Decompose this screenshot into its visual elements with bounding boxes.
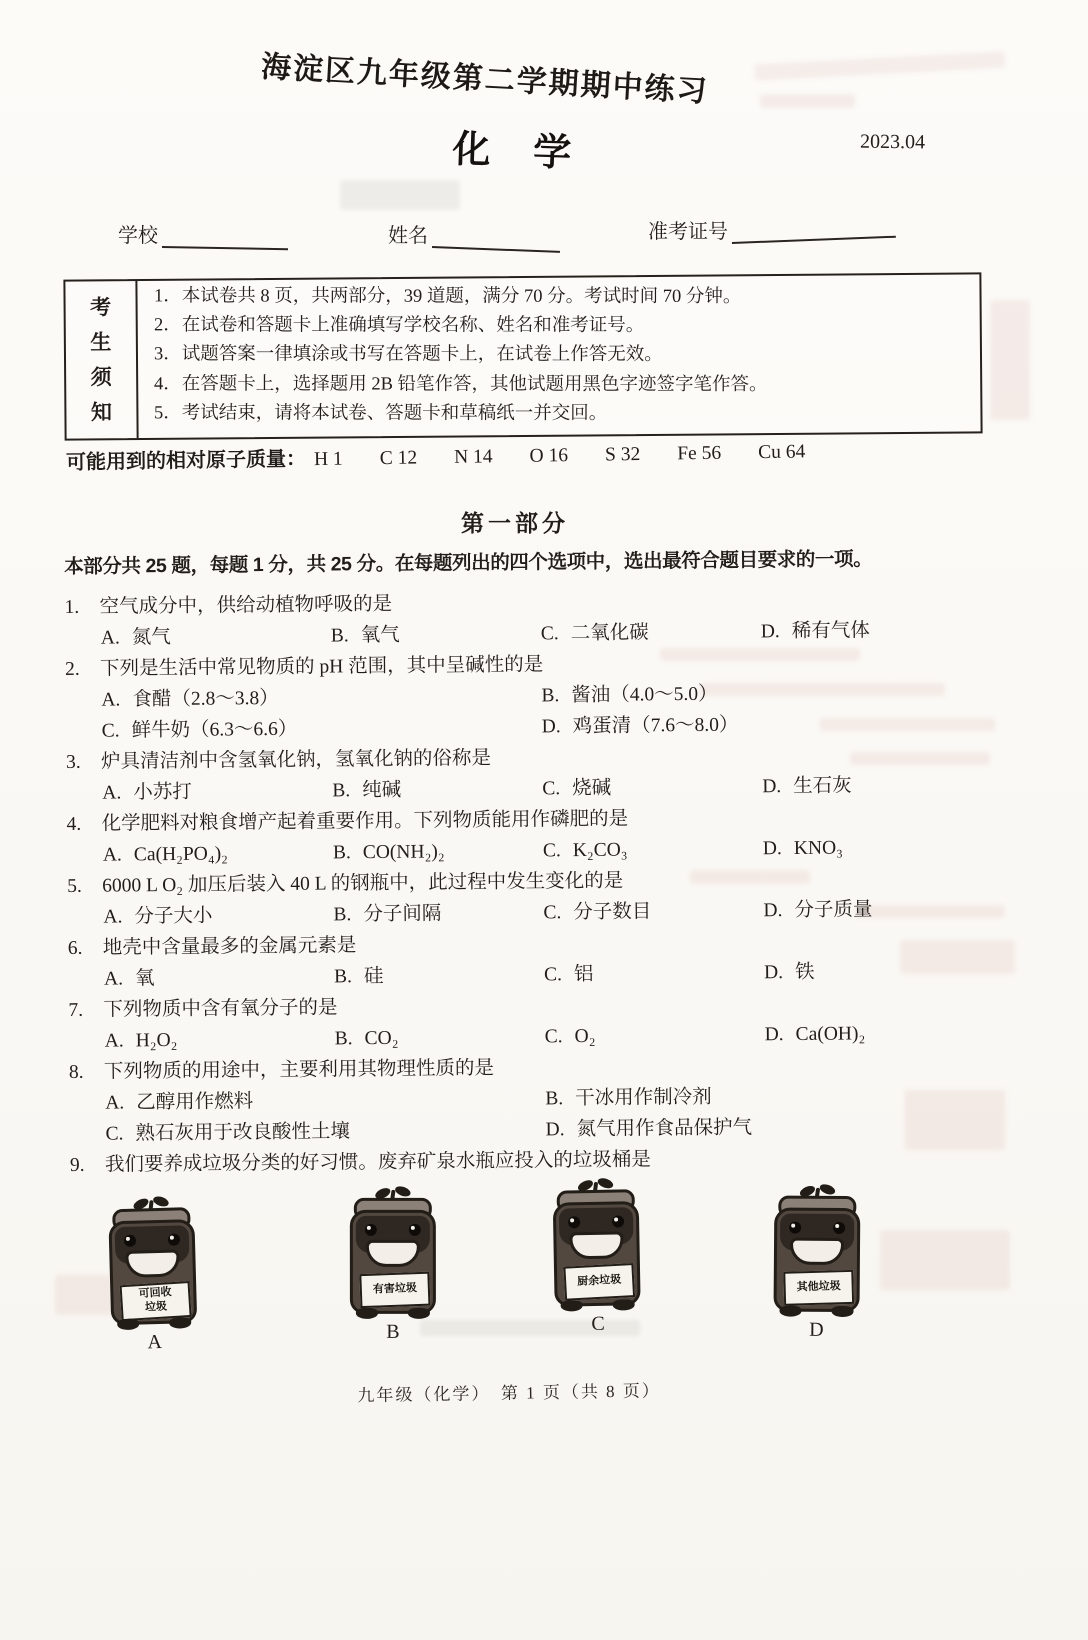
bin-body	[350, 1210, 436, 1314]
bin-foot	[117, 1319, 139, 1331]
option-text: 氮气	[131, 626, 171, 649]
option-label: C.	[542, 778, 561, 800]
bin-leaf-icon	[818, 1182, 836, 1196]
part1-heading: 第一部分	[461, 510, 569, 536]
question-title: 下列是生活中常见物质的 pH 范围，其中呈碱性的是	[100, 654, 544, 680]
option-text: KNO₃	[793, 837, 843, 860]
field-school-label: 学校	[118, 225, 158, 247]
exam-date: 2023.04	[859, 130, 926, 154]
option-text: 干冰用作制冷剂	[575, 1086, 712, 1110]
option-label: C.	[544, 1026, 563, 1048]
option-label: C.	[540, 623, 559, 645]
question-number: 2.	[65, 658, 80, 680]
question-6	[68, 924, 1027, 995]
bin-mouth-icon	[790, 1238, 844, 1265]
question-title: 6000 L O₂ 加压后装入 40 L 的钢瓶中，此过程中发生变化的是	[102, 870, 624, 897]
option-label: A.	[104, 968, 124, 990]
option-text: 食醋（2.8～3.8）	[132, 687, 279, 711]
atomic-mass-item: O 16	[529, 445, 569, 467]
question-options	[69, 1079, 1028, 1150]
bin-mouth-icon	[366, 1240, 420, 1267]
question-5	[67, 862, 1026, 933]
subject-title: 化 学	[451, 128, 588, 176]
option-label: C.	[105, 1123, 124, 1145]
trash-bin-icon	[549, 1181, 643, 1309]
question-title: 下列物质中含有氧分子的是	[103, 997, 338, 1021]
option-B	[333, 897, 543, 930]
option-text: K₂CO₃	[572, 839, 628, 862]
atomic-mass-item: Cu 64	[757, 441, 806, 464]
option-text: 纯碱	[362, 779, 402, 802]
option-label: A.	[102, 782, 122, 804]
field-admission-number-label: 准考证号	[648, 221, 728, 243]
atomic-mass-item: N 14	[453, 446, 493, 468]
option-A	[103, 837, 333, 870]
notice-item: 5．考试结束，请将本试卷、答题卡和草稿纸一并交回。	[153, 403, 608, 424]
option-text: 小苏打	[133, 781, 192, 804]
option-label: D.	[763, 900, 783, 922]
option-text: 烧碱	[572, 777, 612, 800]
option-text: CO(NH₂)₂	[362, 841, 445, 864]
atomic-mass-values	[314, 441, 806, 471]
bin-body	[553, 1201, 641, 1307]
bin-leaf-icon	[152, 1195, 170, 1209]
scan-artifact	[990, 300, 1030, 420]
bin-body	[774, 1207, 861, 1312]
option-text: CO₂	[364, 1027, 399, 1050]
option-text: Ca(H₂PO₄)₂	[133, 843, 229, 866]
option-label: A.	[103, 906, 123, 928]
option-text: 分子数目	[573, 901, 652, 924]
option-C	[545, 1019, 765, 1052]
field-school-blank	[162, 225, 288, 250]
option-D	[764, 955, 1026, 989]
trash-bin-icon	[105, 1199, 200, 1327]
option-A	[105, 1023, 335, 1056]
question-title: 空气成分中，供给动植物呼吸的是	[99, 593, 393, 618]
bin-leaf-icon	[394, 1184, 412, 1198]
question-8	[69, 1048, 1028, 1150]
option-label: D.	[760, 621, 780, 643]
notice-item: 2．在试卷和答题卡上准确填写学校名称、姓名和准考证号。	[154, 315, 645, 336]
question-number: 4.	[66, 813, 82, 835]
option-label: B.	[541, 685, 560, 707]
atomic-masses-label: 可能用到的相对原子质量：	[65, 448, 307, 474]
bins-row	[70, 1176, 1030, 1369]
question-2	[65, 645, 1024, 747]
option-text: 氧气	[360, 624, 400, 647]
option-D	[545, 1110, 1027, 1146]
question-title: 炉具清洁剂中含氢氧化钠，氢氧化钠的俗称是	[100, 747, 492, 773]
trash-bin-A	[105, 1199, 201, 1355]
option-C	[105, 1114, 545, 1149]
notice-box	[63, 272, 982, 440]
option-B	[545, 1079, 1027, 1115]
option-label: B.	[334, 1028, 353, 1050]
option-text: 铝	[573, 963, 594, 986]
question-7	[68, 986, 1027, 1057]
option-B	[335, 1021, 545, 1054]
questions	[64, 583, 1028, 1181]
bin-letter: C	[591, 1312, 605, 1336]
bin-foot	[561, 1300, 583, 1311]
option-text: O₂	[574, 1025, 596, 1048]
option-B	[331, 618, 541, 651]
scan-artifact	[755, 51, 1005, 80]
bin-letter: A	[147, 1330, 163, 1354]
option-A	[102, 775, 332, 808]
field-name-blank	[432, 225, 561, 253]
question-1	[64, 583, 1023, 654]
option-D	[761, 614, 1023, 648]
field-name-label: 姓名	[388, 225, 428, 247]
notice-item: 1．本试卷共 8 页，共两部分，39 道题，满分 70 分。考试时间 70 分钟。	[154, 286, 742, 307]
trash-bin-C	[549, 1181, 644, 1337]
option-label: C.	[101, 720, 120, 742]
trash-bin-D	[770, 1187, 863, 1342]
option-D	[542, 707, 1024, 743]
option-label: D.	[764, 1024, 784, 1046]
option-label: D.	[545, 1119, 565, 1141]
question-number: 8.	[68, 1061, 84, 1083]
notice-item: 3．试题答案一律填涂或书写在答题卡上，在试卷上作答无效。	[153, 344, 663, 366]
option-label: B.	[332, 780, 351, 802]
bin-eye-icon	[789, 1222, 801, 1234]
bin-mouth-icon	[125, 1249, 180, 1277]
option-label: A.	[101, 689, 121, 711]
field-admission-number-blank	[731, 215, 896, 244]
atomic-mass-item: Fe 56	[677, 442, 722, 465]
footer-page-info: 九年级（化学） 第 1 页（共 8 页）	[357, 1381, 661, 1406]
option-text: 生石灰	[793, 775, 852, 798]
option-label: B.	[333, 966, 353, 988]
option-text: 稀有气体	[791, 620, 870, 643]
bin-foot	[613, 1299, 635, 1310]
notice-item: 4．在答题卡上，选择题用 2B 铅笔作答，其他试题用黑色字迹签字笔作答。	[153, 373, 768, 395]
bin-label: 其他垃圾	[783, 1270, 854, 1306]
option-text: 铁	[794, 961, 815, 984]
option-text: 乙醇用作燃料	[136, 1091, 254, 1114]
option-B	[333, 835, 543, 868]
option-text: 硅	[363, 965, 384, 988]
part1-intro: 本部分共 25 题，每题 1 分，共 25 分。在每题列出的四个选项中，选出最符合题目要求的一项。	[64, 548, 873, 578]
main-content	[64, 543, 1030, 1408]
option-text: 鸡蛋清（7.6～8.0）	[572, 714, 739, 738]
bin-foot	[779, 1306, 801, 1317]
option-text: H₂O₂	[135, 1029, 178, 1052]
option-label: B.	[545, 1088, 564, 1110]
option-label: A.	[102, 844, 122, 866]
option-text: 鲜牛奶（6.3～6.6）	[131, 718, 298, 742]
bin-eye-icon	[409, 1224, 421, 1236]
bin-label: 有害垃圾	[359, 1272, 430, 1308]
bin-mouth-icon	[569, 1231, 623, 1259]
option-label: C.	[542, 840, 561, 862]
question-3	[66, 738, 1025, 809]
option-text: Ca(OH)₂	[795, 1023, 866, 1045]
option-text: 分子质量	[794, 899, 873, 922]
option-B	[334, 959, 544, 992]
page-title: 海淀区九年级第二学期期中练习	[260, 50, 710, 109]
option-label: B.	[330, 625, 349, 647]
option-C	[542, 771, 762, 804]
option-text: 熟石灰用于改良酸性土壤	[135, 1121, 351, 1145]
bin-label: 可回收 垃圾	[120, 1281, 192, 1321]
bin-letter: B	[386, 1320, 400, 1343]
option-text: 氮气用作食品保护气	[576, 1117, 753, 1141]
bin-body	[108, 1219, 197, 1325]
option-D	[765, 1017, 1027, 1051]
notice-side-label	[65, 281, 138, 439]
question-title: 化学肥料对粮食增产起着重要作用。下列物质能用作磷肥的是	[101, 808, 629, 835]
bin-foot	[169, 1317, 191, 1329]
question-title: 我们要养成垃圾分类的好习惯。废弃矿泉水瓶应投入的垃圾桶是	[104, 1149, 651, 1176]
question-number: 6.	[67, 937, 83, 959]
bin-eye-icon	[365, 1224, 377, 1236]
option-C	[102, 711, 542, 746]
option-C	[541, 616, 761, 649]
notice-list	[138, 277, 980, 435]
bin-foot	[408, 1308, 430, 1319]
option-label: D.	[763, 962, 784, 984]
option-D	[763, 893, 1025, 927]
atomic-mass-item: C 12	[379, 447, 418, 470]
field-admission-number	[648, 215, 896, 244]
option-label: D.	[762, 838, 782, 860]
bin-label: 厨余垃圾	[563, 1263, 635, 1301]
option-label: C.	[543, 964, 563, 986]
option-label: D.	[762, 776, 782, 798]
option-C	[544, 957, 764, 990]
option-label: A.	[100, 627, 120, 649]
student-fields	[0, 219, 1088, 259]
option-C	[543, 895, 763, 928]
trash-bin-icon	[347, 1190, 439, 1316]
option-label: B.	[333, 904, 352, 926]
option-C	[543, 833, 763, 866]
option-A	[103, 899, 333, 932]
field-school	[118, 219, 288, 248]
option-A	[101, 620, 331, 653]
bin-foot	[831, 1306, 853, 1317]
option-label: A.	[105, 1092, 125, 1114]
question-number: 3.	[65, 751, 81, 773]
bin-foot	[356, 1308, 378, 1319]
atomic-mass-item: H 1	[313, 448, 343, 471]
option-A	[101, 680, 541, 715]
option-label: C.	[543, 902, 562, 924]
question-number: 5.	[67, 875, 82, 897]
bin-leaf-icon	[596, 1176, 614, 1190]
trash-bin-icon	[770, 1187, 863, 1314]
option-label: D.	[541, 716, 561, 738]
option-A	[104, 961, 334, 994]
trash-bin-B	[347, 1190, 439, 1344]
bin-eye-icon	[833, 1222, 845, 1234]
scan-artifact	[340, 180, 460, 210]
option-text: 氧	[134, 968, 155, 990]
atomic-mass-item: S 32	[604, 443, 641, 466]
option-label: A.	[104, 1030, 124, 1052]
question-number: 9.	[69, 1154, 85, 1176]
option-B	[541, 676, 1023, 712]
question-4	[66, 800, 1025, 871]
question-number: 1.	[64, 596, 80, 618]
option-D	[762, 769, 1024, 803]
option-text: 分子间隔	[363, 903, 442, 926]
option-text: 二氧化碳	[570, 622, 649, 645]
option-A	[105, 1083, 545, 1118]
option-text: 分子大小	[134, 905, 213, 928]
scan-artifact	[760, 94, 855, 108]
option-label: B.	[332, 842, 351, 864]
field-name	[388, 219, 560, 248]
notice-side-label-text: 考生须知	[90, 294, 113, 424]
option-D	[763, 831, 1025, 865]
option-text: 酱油（4.0～5.0）	[571, 683, 718, 707]
question-options	[65, 676, 1024, 747]
option-B	[332, 773, 542, 806]
question-title: 下列物质的用途中，主要利用其物理性质的是	[103, 1057, 495, 1083]
bin-letter: D	[809, 1318, 824, 1341]
question-title: 地壳中含量最多的金属元素是	[102, 935, 357, 959]
question-number: 7.	[68, 999, 84, 1021]
